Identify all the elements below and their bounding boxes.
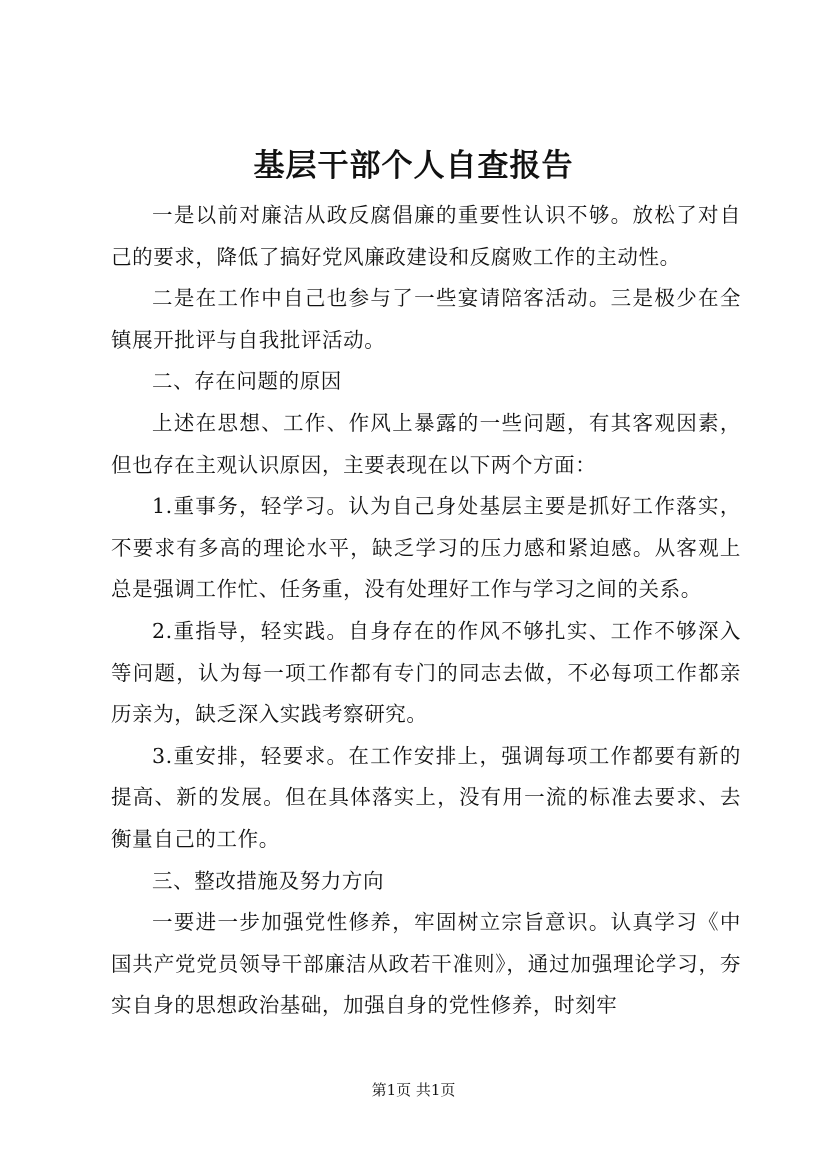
section-heading-3: 三、整改措施及努力方向 xyxy=(152,868,385,893)
paragraph-2: 二是在工作中自己也参与了一些宴请陪客活动。三是极少在全镇展开批评与自我批评活动。 xyxy=(111,286,741,352)
list-item-1: 1.重事务，轻学习。认为自己身处基层主要是抓好工作落实，不要求有多高的理论水平，缺乏学习的压力感和紧迫感。从客观上总是强调工作忙、任务重，没有处理好工作与学习之间的关系。 xyxy=(111,494,741,602)
page-footer: 第1页 共1页 xyxy=(371,1081,456,1099)
section-heading-2: 二、存在问题的原因 xyxy=(152,369,342,394)
paragraph-4: 一要进一步加强党性修养，牢固树立宗旨意识。认真学习《中国共产党党员领导干部廉洁从政若干准则》，通过加强理论学习，夯实自身的思想政治基础，加强自身的党性修养，时刻牢 xyxy=(111,910,741,1018)
list-item-3: 3.重安排，轻要求。在工作安排上，强调每项工作都要有新的提高、新的发展。但在具体落实上，没有用一流的标准去要求、去衡量自己的工作。 xyxy=(111,743,741,851)
document-body xyxy=(111,195,741,1027)
list-item-2: 2.重指导，轻实践。自身存在的作风不够扎实、工作不够深入等问题，认为每一项工作都有专门的同志去做，不必每项工作都亲历亲为，缺乏深入实践考察研究。 xyxy=(111,618,741,727)
paragraph-3: 上述在思想、工作、作风上暴露的一些问题，有其客观因素，但也存在主观认识原因，主要表现在以下两个方面： xyxy=(111,410,741,477)
paragraph-1: 一是以前对廉洁从政反腐倡廉的重要性认识不够。放松了对自己的要求，降低了搞好党风廉政建设和反腐败工作的主动性。 xyxy=(111,203,741,269)
document-title: 基层干部个人自查报告 xyxy=(253,148,574,184)
